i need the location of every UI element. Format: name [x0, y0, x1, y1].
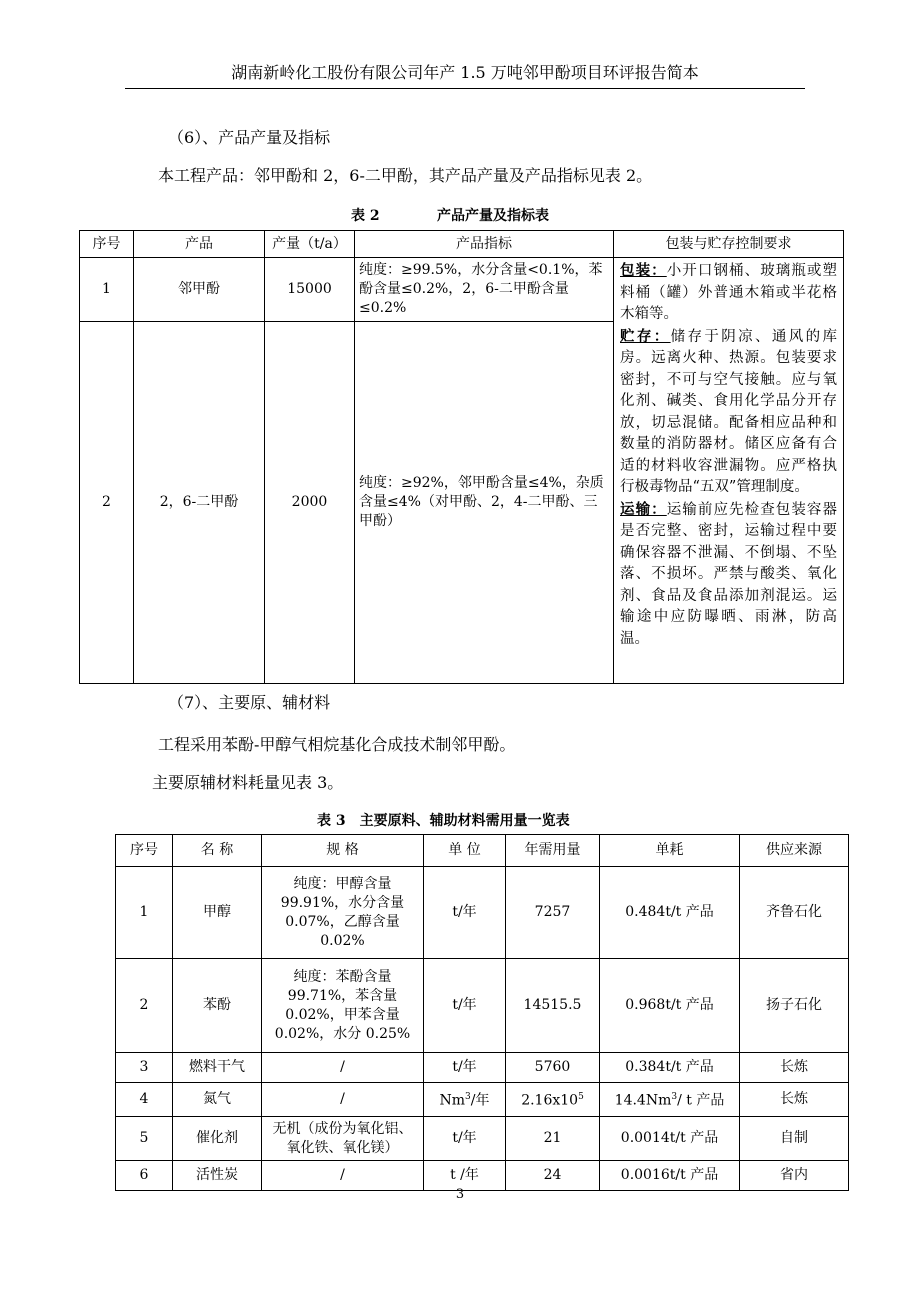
- row-output: 15000: [265, 258, 355, 322]
- row-amount: 7257: [506, 867, 600, 959]
- storage-text: 储存于阴凉、通风的库房。远离火种、热源。包装要求密封，不可与空气接触。应与氧化剂、碱类、食用化学品分开存放，切忌混储。配备相应品种和数量的消防器材。储区应备有合适的材料收容泄漏物。应严格执行极毒物品“五双”管理制度。: [620, 328, 837, 495]
- page-number: 3: [455, 1187, 465, 1202]
- row-unit: t/年: [424, 1053, 506, 1083]
- table-header-row: [116, 835, 849, 867]
- col-header-consumption: 单耗: [600, 835, 740, 867]
- product-spec-table: [79, 230, 844, 684]
- row-no: 6: [116, 1161, 173, 1191]
- packaging-label: 包装：: [620, 262, 667, 279]
- row-no: 1: [116, 867, 173, 959]
- section-7-body-2: 主要原辅材料耗量见表 3。: [152, 773, 344, 792]
- row-consumption: 0.0014t/t 产品: [600, 1117, 740, 1161]
- col-header-requirements: 包装与贮存控制要求: [614, 231, 844, 258]
- col-header-amount: 年需用量: [506, 835, 600, 867]
- row-no: 2: [116, 959, 173, 1053]
- row-spec: /: [262, 1053, 424, 1083]
- col-header-unit: 单 位: [424, 835, 506, 867]
- consumption-superscript: 3: [671, 1092, 678, 1103]
- row-amount: 24: [506, 1161, 600, 1191]
- section-6-heading: （6）、产品产量及指标: [168, 128, 331, 147]
- packaging-storage-requirements: [614, 258, 844, 684]
- row-source: 长炼: [740, 1083, 849, 1117]
- row-unit: t/年: [424, 959, 506, 1053]
- row-source: 自制: [740, 1117, 849, 1161]
- row-source: 扬子石化: [740, 959, 849, 1053]
- row-amount: 5760: [506, 1053, 600, 1083]
- row-name: 催化剂: [173, 1117, 262, 1161]
- table-row: [116, 959, 849, 1053]
- col-header-no: 序号: [116, 835, 173, 867]
- row-product: 2，6-二甲酚: [134, 322, 265, 684]
- row-consumption: [600, 1083, 740, 1117]
- row-name: 苯酚: [173, 959, 262, 1053]
- row-source: 长炼: [740, 1053, 849, 1083]
- col-header-spec: 规 格: [262, 835, 424, 867]
- table-row: [116, 1117, 849, 1161]
- row-name: 氮气: [173, 1083, 262, 1117]
- col-header-output: 产量（t/a）: [265, 231, 355, 258]
- row-unit: t/年: [424, 867, 506, 959]
- row-spec: /: [262, 1083, 424, 1117]
- row-amount: [506, 1083, 600, 1117]
- row-amount: 21: [506, 1117, 600, 1161]
- table-row: [116, 1053, 849, 1083]
- row-unit: t /年: [424, 1161, 506, 1191]
- col-header-name: 名 称: [173, 835, 262, 867]
- packaging-text: 小开口钢桶、玻璃瓶或塑料桶（罐）外普通木箱或半花格木箱等。: [620, 263, 838, 322]
- amount-exponent: 5: [578, 1092, 584, 1103]
- row-name: 甲醇: [173, 867, 262, 959]
- section-7-body-1: 工程采用苯酚-甲醇气相烷基化合成技术制邻甲酚。: [158, 735, 516, 754]
- storage-label: 贮存：: [620, 327, 671, 345]
- col-header-source: 供应来源: [740, 835, 849, 867]
- row-no: 3: [116, 1053, 173, 1083]
- unit-tail: /年: [470, 1092, 490, 1109]
- row-no: 5: [116, 1117, 173, 1161]
- page-header: 湖南新岭化工股份有限公司年产 1.5 万吨邻甲酚项目环评报告简本: [125, 62, 805, 89]
- row-spec: 纯度：≥92%，邻甲酚含量≤4%，杂质含量≤4%（对甲酚、2，4-二甲酚、三甲酚）: [355, 322, 614, 684]
- section-6-body: 本工程产品：邻甲酚和 2，6-二甲酚，其产品产量及产品指标见表 2。: [158, 166, 653, 185]
- col-header-product: 产品: [134, 231, 265, 258]
- table2-caption-number: 表 2: [351, 208, 380, 224]
- row-spec: 无机（成份为氧化铝、氧化铁、氧化镁）: [262, 1117, 424, 1161]
- row-unit: [424, 1083, 506, 1117]
- table-header-row: [80, 231, 844, 258]
- consumption-tail: / t 产品: [677, 1092, 725, 1109]
- row-name: 活性炭: [173, 1161, 262, 1191]
- transport-text: 运输前应先检查包装容器是否完整、密封，运输过程中要确保容器不泄漏、不倒塌、不坠落、不损坏。严禁与酸类、氧化剂、食品及食品添加剂混运。运输途中应防曝晒、雨淋，防高温。: [620, 501, 838, 647]
- row-no: 4: [116, 1083, 173, 1117]
- amount-base: 2.16x10: [521, 1092, 579, 1109]
- row-spec: 纯度：苯酚含量 99.71%，苯含量 0.02%，甲苯含量 0.02%，水分 0.25%: [262, 959, 424, 1053]
- table-row: [116, 1083, 849, 1117]
- raw-materials-table: [115, 834, 849, 1191]
- row-unit: t/年: [424, 1117, 506, 1161]
- unit-base: Nm: [439, 1092, 466, 1109]
- table-row: [80, 258, 844, 322]
- consumption-base: 14.4Nm: [614, 1092, 672, 1109]
- row-source: 齐鲁石化: [740, 867, 849, 959]
- table-row: [116, 867, 849, 959]
- row-amount: 14515.5: [506, 959, 600, 1053]
- col-header-spec: 产品指标: [355, 231, 614, 258]
- row-output: 2000: [265, 322, 355, 684]
- section-7-heading: （7）、主要原、辅材料: [168, 693, 331, 712]
- row-consumption: 0.384t/t 产品: [600, 1053, 740, 1083]
- table3-caption: 表 3 主要原料、辅助材料需用量一览表: [317, 813, 570, 829]
- row-no: 1: [80, 258, 134, 322]
- unit-superscript: 3: [465, 1092, 471, 1103]
- row-consumption: 0.0016t/t 产品: [600, 1161, 740, 1191]
- transport-label: 运输：: [620, 500, 667, 518]
- row-spec: 纯度：≥99.5%，水分含量<0.1%，苯酚含量≤0.2%，2，6-二甲酚含量≤0.2%: [355, 258, 614, 322]
- table2-caption-title: 产品产量及指标表: [437, 208, 549, 224]
- row-name: 燃料干气: [173, 1053, 262, 1083]
- table-row: [116, 1161, 849, 1191]
- row-consumption: 0.484t/t 产品: [600, 867, 740, 959]
- row-spec: 纯度：甲醇含量 99.91%，水分含量 0.07%，乙醇含量 0.02%: [262, 867, 424, 959]
- row-product: 邻甲酚: [134, 258, 265, 322]
- row-no: 2: [80, 322, 134, 684]
- row-consumption: 0.968t/t 产品: [600, 959, 740, 1053]
- row-source: 省内: [740, 1161, 849, 1191]
- row-spec: /: [262, 1161, 424, 1191]
- col-header-no: 序号: [80, 231, 134, 258]
